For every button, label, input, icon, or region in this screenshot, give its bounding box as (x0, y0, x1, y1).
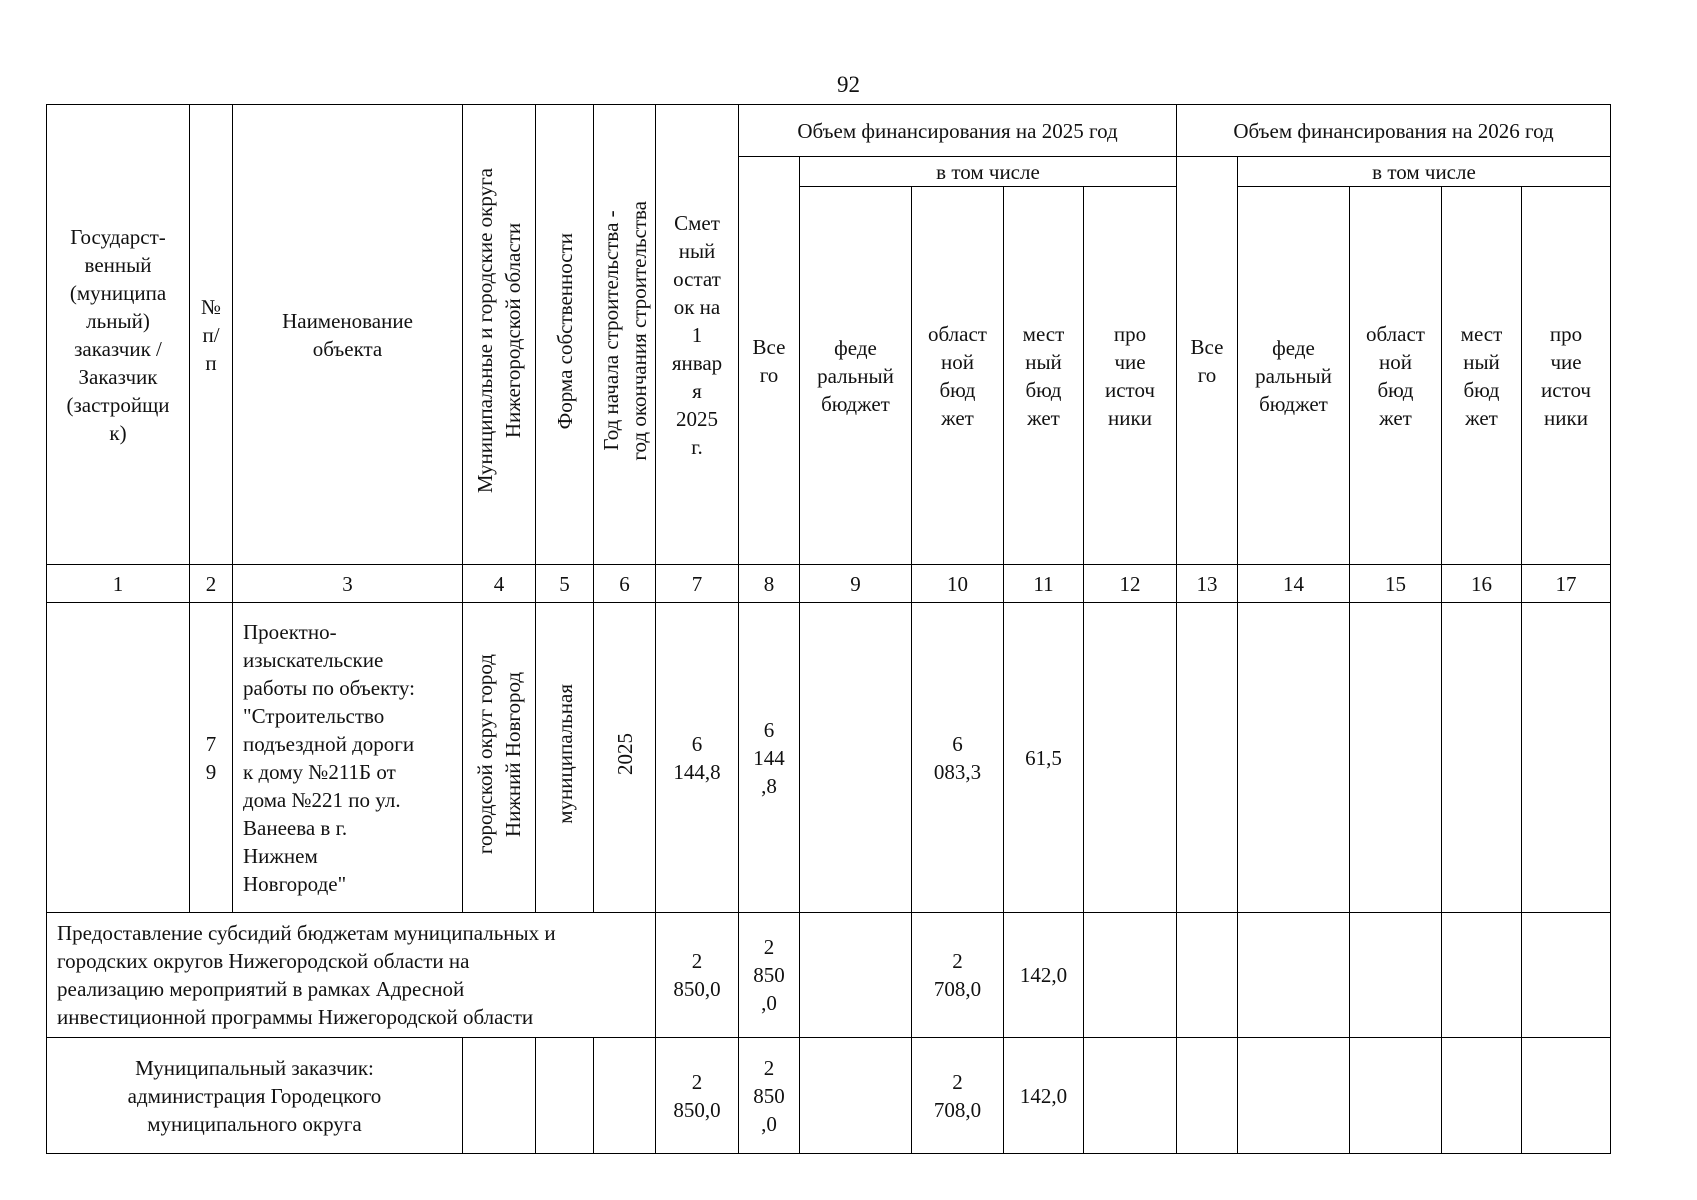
subsidy-federal-2026-cell (1238, 913, 1350, 1038)
column-number: 7 (656, 565, 739, 603)
header-other-2026: про чие источ ники (1522, 187, 1611, 565)
column-number: 14 (1238, 565, 1350, 603)
column-number: 1 (47, 565, 190, 603)
object-regional-2025-cell: 6 083,3 (912, 603, 1004, 913)
customer-total-2026-cell (1177, 1038, 1238, 1154)
customer-local-2025-cell: 142,0 (1004, 1038, 1084, 1154)
header-federal-2025: феде ральный бюджет (800, 187, 912, 565)
object-local-2025-cell: 61,5 (1004, 603, 1084, 913)
customer-other-2026-cell (1522, 1038, 1611, 1154)
column-numbers-row (47, 565, 1611, 603)
column-number: 4 (463, 565, 536, 603)
subsidy-label-cell: Предоставление субсидий бюджетам муниципальных и городских округов Нижегородской области на реализацию мероприятий в рамках Адресной инвестиционной программы Нижегородской области (47, 913, 656, 1038)
customer-estimate-cell: 2 850,0 (656, 1038, 739, 1154)
header-ownership: Форма собственности (536, 105, 594, 565)
column-number: 9 (800, 565, 912, 603)
column-number: 2 (190, 565, 233, 603)
subsidy-regional-2025-cell: 2 708,0 (912, 913, 1004, 1038)
customer-municipality-cell (463, 1038, 536, 1154)
column-number: 3 (233, 565, 463, 603)
column-number: 15 (1350, 565, 1442, 603)
header-estimate: Смет ный остат ок на 1 январ я 2025 г. (656, 105, 739, 565)
customer-regional-2025-cell: 2 708,0 (912, 1038, 1004, 1154)
header-total-2025: Все го (739, 157, 800, 565)
investment-program-table (46, 104, 1611, 1154)
subsidy-regional-2026-cell (1350, 913, 1442, 1038)
customer-years-cell (594, 1038, 656, 1154)
object-customer-cell (47, 603, 190, 913)
customer-other-2025-cell (1084, 1038, 1177, 1154)
object-ownership-cell: муниципальная (536, 603, 594, 913)
object-estimate-cell: 6 144,8 (656, 603, 739, 913)
header-local-2026: мест ный бюд жет (1442, 187, 1522, 565)
header-object-name: Наименование объекта (233, 105, 463, 565)
header-other-2025: про чие источ ники (1084, 187, 1177, 565)
subsidy-federal-2025-cell (800, 913, 912, 1038)
header-years: Год начала строительства - год окончания строительства (594, 105, 656, 565)
header-including-2026: в том числе (1238, 157, 1611, 187)
column-number: 8 (739, 565, 800, 603)
customer-total-2025-cell: 2 850 ,0 (739, 1038, 800, 1154)
object-federal-2025-cell (800, 603, 912, 913)
customer-regional-2026-cell (1350, 1038, 1442, 1154)
header-municipalities: Муниципальные и городские округа Нижегородской области (463, 105, 536, 565)
subsidy-local-2025-cell: 142,0 (1004, 913, 1084, 1038)
customer-federal-2026-cell (1238, 1038, 1350, 1154)
subsidy-other-2026-cell (1522, 913, 1611, 1038)
object-total-2026-cell (1177, 603, 1238, 913)
subsidy-local-2026-cell (1442, 913, 1522, 1038)
header-fin-2025: Объем финансирования на 2025 год (739, 105, 1177, 157)
object-row (47, 603, 1611, 913)
object-name-cell: Проектно- изыскательские работы по объекту: "Строительство подъездной дороги к дому №211Б от дома №221 по ул. Ванеева в г. Нижнем Новгороде" (233, 603, 463, 913)
customer-federal-2025-cell (800, 1038, 912, 1154)
object-number-cell: 7 9 (190, 603, 233, 913)
object-federal-2026-cell (1238, 603, 1350, 913)
object-local-2026-cell (1442, 603, 1522, 913)
customer-ownership-cell (536, 1038, 594, 1154)
header-federal-2026: феде ральный бюджет (1238, 187, 1350, 565)
subsidy-other-2025-cell (1084, 913, 1177, 1038)
subsidy-estimate-cell: 2 850,0 (656, 913, 739, 1038)
column-number: 17 (1522, 565, 1611, 603)
column-number: 10 (912, 565, 1004, 603)
column-number: 16 (1442, 565, 1522, 603)
object-total-2025-cell: 6 144 ,8 (739, 603, 800, 913)
column-number: 13 (1177, 565, 1238, 603)
customer-local-2026-cell (1442, 1038, 1522, 1154)
column-number: 12 (1084, 565, 1177, 603)
header-local-2025: мест ный бюд жет (1004, 187, 1084, 565)
subsidy-total-2026-cell (1177, 913, 1238, 1038)
object-years-cell: 2025 (594, 603, 656, 913)
column-number: 11 (1004, 565, 1084, 603)
header-fin-2026: Объем финансирования на 2026 год (1177, 105, 1611, 157)
object-other-2025-cell (1084, 603, 1177, 913)
customer-label-cell: Муниципальный заказчик: администрация Городецкого муниципального округа (47, 1038, 463, 1154)
header-total-2026: Все го (1177, 157, 1238, 565)
column-number: 5 (536, 565, 594, 603)
object-other-2026-cell (1522, 603, 1611, 913)
page-number: 92 (837, 72, 860, 97)
object-municipality-cell: городской округ город Нижний Новгород (463, 603, 536, 913)
customer-row (47, 1038, 1611, 1154)
header-number: № п/ п (190, 105, 233, 565)
subsidy-total-2025-cell: 2 850 ,0 (739, 913, 800, 1038)
object-regional-2026-cell (1350, 603, 1442, 913)
header-regional-2026: област ной бюд жет (1350, 187, 1442, 565)
header-regional-2025: област ной бюд жет (912, 187, 1004, 565)
header-customer: Государст- венный (муниципа льный) заказчик / Заказчик (застройщи к) (47, 105, 190, 565)
subsidy-row (47, 913, 1611, 1038)
column-number: 6 (594, 565, 656, 603)
header-including-2025: в том числе (800, 157, 1177, 187)
